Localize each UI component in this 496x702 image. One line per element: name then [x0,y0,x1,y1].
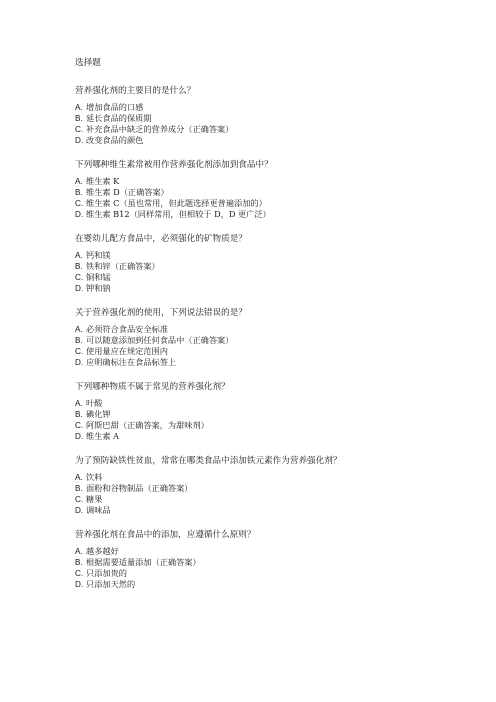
question-block [75,456,475,516]
answer-option [75,176,475,187]
option-letter: A. [75,399,83,409]
question-block [75,382,475,442]
option-letter: A. [75,177,83,187]
answer-option [75,557,475,568]
question-block [75,530,475,590]
answer-option [75,324,475,335]
option-letter: D. [75,135,84,145]
option-letter: B. [75,336,83,346]
option-text: 增加食品的口感 [86,102,144,112]
answer-option [75,409,475,420]
question-text: 营养强化剂的主要目的是什么？ [75,86,196,96]
option-letter: A. [75,547,83,557]
option-letter: C. [75,495,84,505]
question-text: 为了预防缺铁性贫血，常常在哪类食品中添加铁元素作为营养强化剂？ [75,456,342,467]
option-letter: A. [75,103,83,112]
option-text: 铁和锌（正确答案） [86,261,160,272]
option-letter: A. [75,473,83,483]
answer-option [75,135,475,146]
question-block [75,86,475,146]
option-letter: D. [75,357,84,367]
answer-option [75,420,475,431]
answer-option [75,102,475,113]
question-text: 下列哪种维生素常被用作营养强化剂添加到食品中？ [75,160,273,171]
question-text: 营养强化剂在食品中的添加，应遵循什么原则？ [75,530,256,541]
option-text: 维生素 K [86,176,120,187]
answer-option [75,124,475,135]
answer-option [75,546,475,557]
answer-option [75,346,475,357]
answer-option [75,568,475,579]
option-letter: B. [75,262,83,272]
option-text: 叶酸 [86,398,103,409]
answer-option [75,335,475,346]
option-letter: C. [75,421,84,431]
option-text: 维生素 D（正确答案） [86,186,169,197]
option-letter: C. [75,272,84,282]
answer-option [75,250,475,261]
option-text: 钙和镁 [86,250,111,261]
option-letter: B. [75,484,83,494]
option-text: 维生素 C（虽也常用，但此题选择更普遍添加的） [86,197,267,208]
answer-option [75,272,475,283]
option-text: 越多越好 [86,546,119,557]
option-text: 糖果 [86,494,103,505]
option-letter: B. [75,187,83,197]
option-letter: D. [75,209,84,219]
option-text: 面粉和谷物制品（正确答案） [86,483,193,494]
question-text: 关于营养强化剂的使用，下列说法错误的是？ [75,308,247,319]
answer-option [75,209,475,220]
option-text: 铜和锰 [86,271,111,282]
question-text: 下列哪种物质不属于常见的营养强化剂？ [75,382,230,393]
question-block [75,308,475,368]
option-text: 饮料 [86,472,103,483]
option-text: 维生素 B12（同样常用，但相较于 D，D 更广泛） [86,208,271,219]
option-letter: D. [75,431,84,441]
option-letter: C. [75,569,84,579]
option-letter: C. [75,198,84,208]
answer-option [75,198,475,209]
question-block [75,160,475,220]
option-text: 改变食品的颜色 [86,134,144,145]
option-text: 只添加天然的 [86,579,136,590]
document-page [75,58,475,604]
option-letter: B. [75,410,83,420]
option-text: 必须符合食品安全标准 [86,324,168,335]
option-text: 碘化钾 [86,409,111,420]
option-letter: A. [75,251,83,261]
answer-option [75,113,475,124]
option-letter: D. [75,580,84,590]
option-letter: C. [75,124,84,134]
question-block [75,234,475,294]
answer-option [75,505,475,516]
option-text: 补充食品中缺乏的营养成分（正确答案） [86,123,234,134]
option-text: 只添加贵的 [86,568,127,579]
option-letter: B. [75,558,83,568]
option-text: 调味品 [86,504,111,515]
answer-option [75,431,475,442]
option-text: 维生素 A [86,430,120,441]
option-letter: D. [75,283,84,293]
question-list [75,86,475,590]
option-letter: A. [75,325,83,335]
answer-option [75,261,475,272]
answer-option [75,483,475,494]
answer-option [75,472,475,483]
answer-option [75,494,475,505]
answer-option [75,283,475,294]
option-text: 钾和钠 [86,282,111,293]
section-title: 选择题 [75,58,101,68]
option-text: 使用量应在规定范围内 [86,345,168,356]
option-text: 根据需要适量添加（正确答案） [86,557,201,568]
answer-option [75,357,475,368]
option-letter: B. [75,113,83,123]
answer-option [75,579,475,590]
answer-option [75,398,475,409]
option-text: 可以随意添加到任何食品中（正确答案） [86,335,234,346]
question-text: 在婴幼儿配方食品中，必须强化的矿物质是？ [75,234,247,245]
answer-option [75,187,475,198]
option-text: 阿斯巴甜（正确答案，为甜味剂） [86,420,209,431]
option-letter: C. [75,346,84,356]
option-text: 延长食品的保质期 [86,112,152,123]
option-text: 应明确标注在食品标签上 [86,356,177,367]
option-letter: D. [75,505,84,515]
